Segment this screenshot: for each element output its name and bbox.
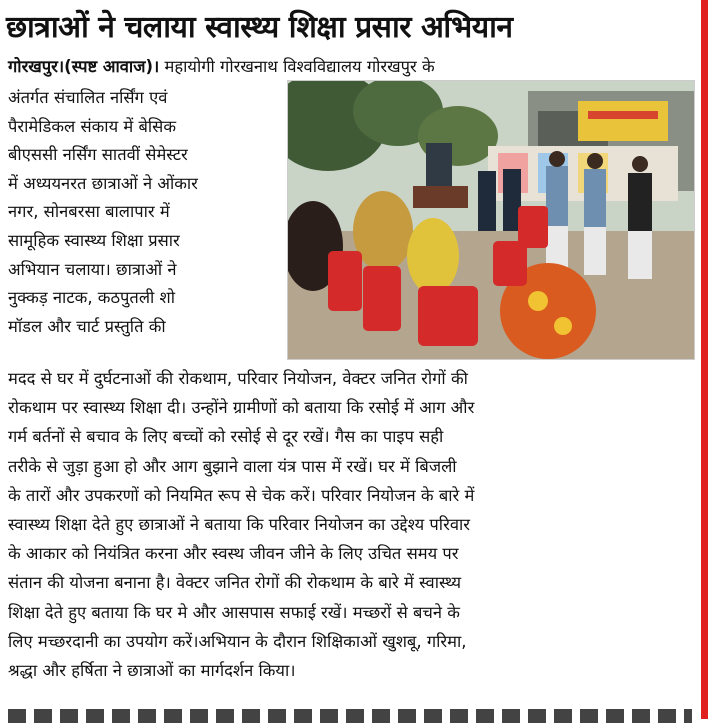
text-line: नगर, सोनबरसा बालापार में [8, 202, 170, 222]
text-line: पैरामेडिकल संकाय में बेसिक [8, 116, 177, 136]
text-line: शिक्षा देते हुए बताया कि घर मे और आसपास सफाई रखें। मच्छरों से बचने के [8, 602, 460, 622]
text-line: संतान की योजना बनाना है। वेक्टर जनित रोगों की रोकथाम के बारे में स्वास्थ्य [8, 573, 462, 593]
text-line: रोकथाम पर स्वास्थ्य शिक्षा दी। उन्होंने ग्रामीणों को बताया कि रसोई में आग और [8, 398, 475, 418]
text-line: तरीके से जुड़ा हुआ हो और आग बुझाने वाला यंत्र पास में रखें। घर में बिजली [8, 456, 457, 476]
text-line: के तारों और उपकरणों को नियमित रूप से चेक करें। परिवार नियोजन के बारे में [8, 485, 475, 505]
dateline: गोरखपुर।(स्पष्ट आवाज)। [8, 57, 160, 76]
text-line: अभियान चलाया। छात्राओं ने [8, 259, 177, 279]
text-line: मदद से घर में दुर्घटनाओं की रोकथाम, परिवार नियोजन, वेक्टर जनित रोगों की [8, 369, 468, 388]
text-line: श्रद्धा और हर्षिता ने छात्राओं का मार्गदर्शन किया। [8, 661, 296, 681]
text-line: स्वास्थ्य शिक्षा देते हुए छात्राओं ने बताया कि परिवार नियोजन का उद्देश्य परिवार [8, 515, 471, 535]
full-width-text [8, 364, 692, 685]
headline: छात्राओं ने चलाया स्वास्थ्य शिक्षा प्रसार अभियान [6, 10, 513, 45]
text-line: सामूहिक स्वास्थ्य शिक्षा प्रसार [8, 230, 180, 250]
text-line: में अध्ययनरत छात्राओं ने ओंकार [8, 173, 198, 193]
text-line: अंतर्गत संचालित नर्सिंग एवं [8, 88, 168, 107]
text-line: नुक्कड़ नाटक, कठपुतली शो [8, 288, 176, 308]
text-line: बीएससी नर्सिंग सातवीं सेमेस्टर [8, 145, 188, 165]
news-photo [287, 80, 695, 360]
cropped-next-headline [8, 709, 692, 723]
text-line: गर्म बर्तनों से बचाव के लिए बच्चों को रसोई से दूर रखें। गैस का पाइप सही [8, 427, 444, 447]
red-margin-rule [701, 0, 708, 719]
left-column-text [8, 84, 284, 341]
text-line: मॉडल और चार्ट प्रस्तुति की [8, 316, 166, 336]
dateline-line [8, 54, 688, 80]
text-line: लिए मच्छरदानी का उपयोग करें।अभियान के दौरान शिक्षिकाओं खुशबू, गरिमा, [8, 631, 467, 651]
dateline-rest: महायोगी गोरखनाथ विश्वविद्यालय गोरखपुर के [164, 57, 435, 76]
text-line: के आकार को नियंत्रित करना और स्वस्थ जीवन जीने के लिए उचित समय पर [8, 544, 459, 564]
